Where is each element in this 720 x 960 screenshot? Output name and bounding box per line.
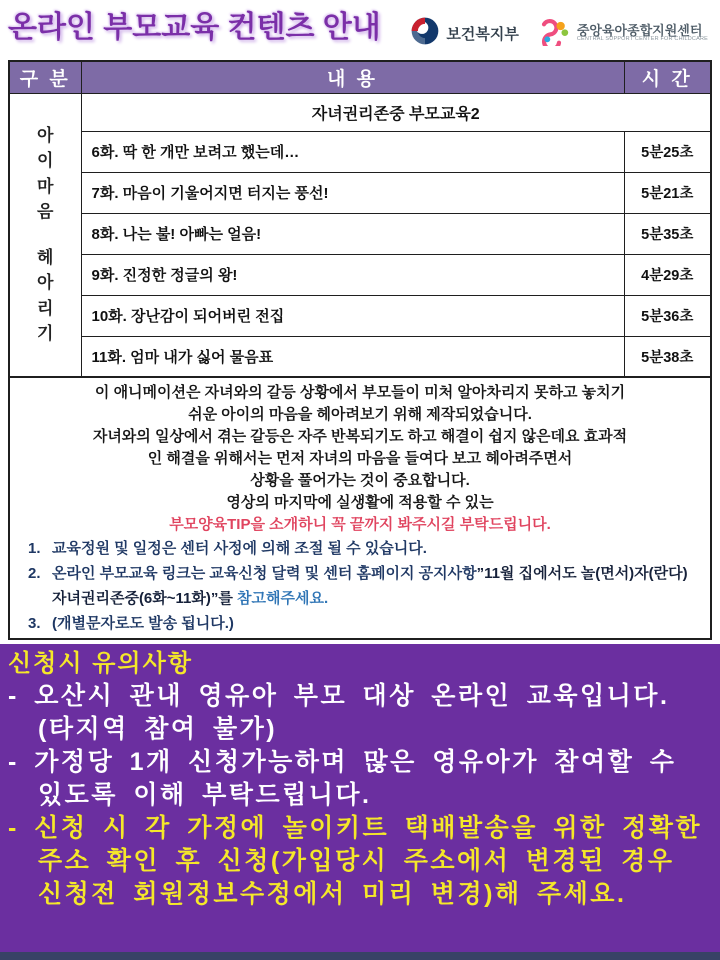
note-2-reference: 참고해주세요. — [237, 590, 329, 607]
mohw-logo-icon — [410, 16, 440, 51]
logo-group — [410, 16, 708, 51]
description-line: 자녀와의 일상에서 겪는 갈등은 자주 반복되기도 하고 해결이 쉽지 않은데요 효과적 — [92, 428, 628, 445]
episode-duration: 5분21초 — [624, 172, 711, 213]
table-row — [9, 172, 711, 213]
childcare-logo-icon — [537, 16, 571, 51]
page-title: 온라인 부모교육 컨텐츠 안내 — [8, 11, 381, 44]
episode-title: 9화. 진정한 정글의 왕! — [81, 254, 624, 295]
note-number: 1. — [28, 540, 41, 557]
mohw-logo — [410, 16, 518, 51]
table-header-row — [9, 61, 711, 93]
episode-title: 6화. 딱 한 개만 보려고 했는데… — [81, 131, 624, 172]
col-header-content: 내 용 — [81, 61, 624, 93]
childcare-logo-label: 중앙육아종합지원센터 — [576, 22, 703, 38]
note-item-1 — [16, 536, 704, 561]
category-cell — [9, 93, 81, 377]
category-text-2: 헤아리기 — [37, 247, 54, 344]
table-row — [9, 295, 711, 336]
col-header-duration: 시 간 — [624, 61, 711, 93]
note-text: (개별문자로도 발송 됩니다.) — [52, 615, 234, 632]
table-row — [9, 213, 711, 254]
episode-duration: 5분35초 — [624, 213, 711, 254]
description-line: 인 해결을 위해서는 먼저 자녀의 마음을 들여다 보고 헤아려주면서 — [147, 450, 573, 467]
episode-title: 10화. 장난감이 되어버린 전집 — [81, 295, 624, 336]
episode-duration: 5분36초 — [624, 295, 711, 336]
mohw-logo-label: 보건복지부 — [446, 26, 519, 43]
note-item-3 — [16, 611, 704, 636]
description-line: 영상의 마지막에 실생활에 적용할 수 있는 — [226, 494, 494, 511]
description-line: 상황을 풀어가는 것이 중요합니다. — [250, 472, 470, 489]
notice-section — [0, 644, 720, 952]
notice-item-1: - 오산시 관내 영유아 부모 대상 온라인 교육입니다. (타지역 참여 불가) — [8, 682, 670, 743]
header — [0, 0, 720, 60]
note-text — [52, 561, 704, 611]
col-header-category: 구 분 — [9, 61, 81, 93]
table-row — [9, 336, 711, 377]
table-row — [9, 254, 711, 295]
content-table — [8, 60, 712, 378]
description-box — [8, 378, 712, 640]
table-row — [9, 131, 711, 172]
note-number: 3. — [28, 615, 41, 632]
episode-title: 11화. 엄마 내가 싫어 물음표 — [81, 336, 624, 377]
notice-item-2: - 가정당 1개 신청가능하며 많은 영유아가 참여할 수 있도록 이해 부탁드립니다. — [8, 748, 677, 809]
description-highlight: 부모양육TIP을 소개하니 꼭 끝까지 봐주시길 부탁드립니다. — [169, 516, 551, 533]
childcare-logo — [537, 16, 708, 51]
note-2-quote: ”11월 집에서도 놀(면서)자(란다) 자녀권리존중(6화~11화)”를 — [52, 565, 688, 607]
note-2-main: 온라인 부모교육 링크는 교육신청 달력 및 센터 홈페이지 공지사항 — [52, 565, 477, 582]
episode-duration: 5분25초 — [624, 131, 711, 172]
notice-item-3: - 신청 시 각 가정에 놀이키트 택배발송을 위한 정확한 주소 확인 후 신청(가입당시 주소에서 변경된 경우 신청전 회원정보수정에서 미리 변경)해 주세요. — [8, 814, 703, 908]
childcare-logo-text — [577, 24, 708, 43]
bottom-bar — [0, 952, 720, 960]
episode-duration: 5분38초 — [624, 336, 711, 377]
notice-title: 신청시 유의사항 — [8, 650, 193, 677]
category-text-1: 아이마음 — [37, 125, 54, 222]
childcare-logo-sublabel: CENTRAL SUPPORT CENTER FOR CHILDCARE — [576, 36, 708, 43]
note-number: 2. — [28, 565, 41, 582]
episode-duration: 4분29초 — [624, 254, 711, 295]
note-item-2 — [16, 561, 704, 611]
note-text: 교육정원 및 일정은 센터 사정에 의해 조절 될 수 있습니다. — [52, 540, 427, 557]
episode-title: 8화. 나는 불! 아빠는 얼음! — [81, 213, 624, 254]
description-line: 쉬운 아이의 마음을 헤아려보기 위해 제작되었습니다. — [188, 406, 532, 423]
series-row — [9, 93, 711, 131]
series-title: 자녀권리존중 부모교육2 — [81, 93, 711, 131]
description-line: 이 애니메이션은 자녀와의 갈등 상황에서 부모들이 미처 알아차리지 못하고 놓치기 — [94, 384, 626, 401]
episode-title: 7화. 마음이 기울어지면 터지는 풍선! — [81, 172, 624, 213]
